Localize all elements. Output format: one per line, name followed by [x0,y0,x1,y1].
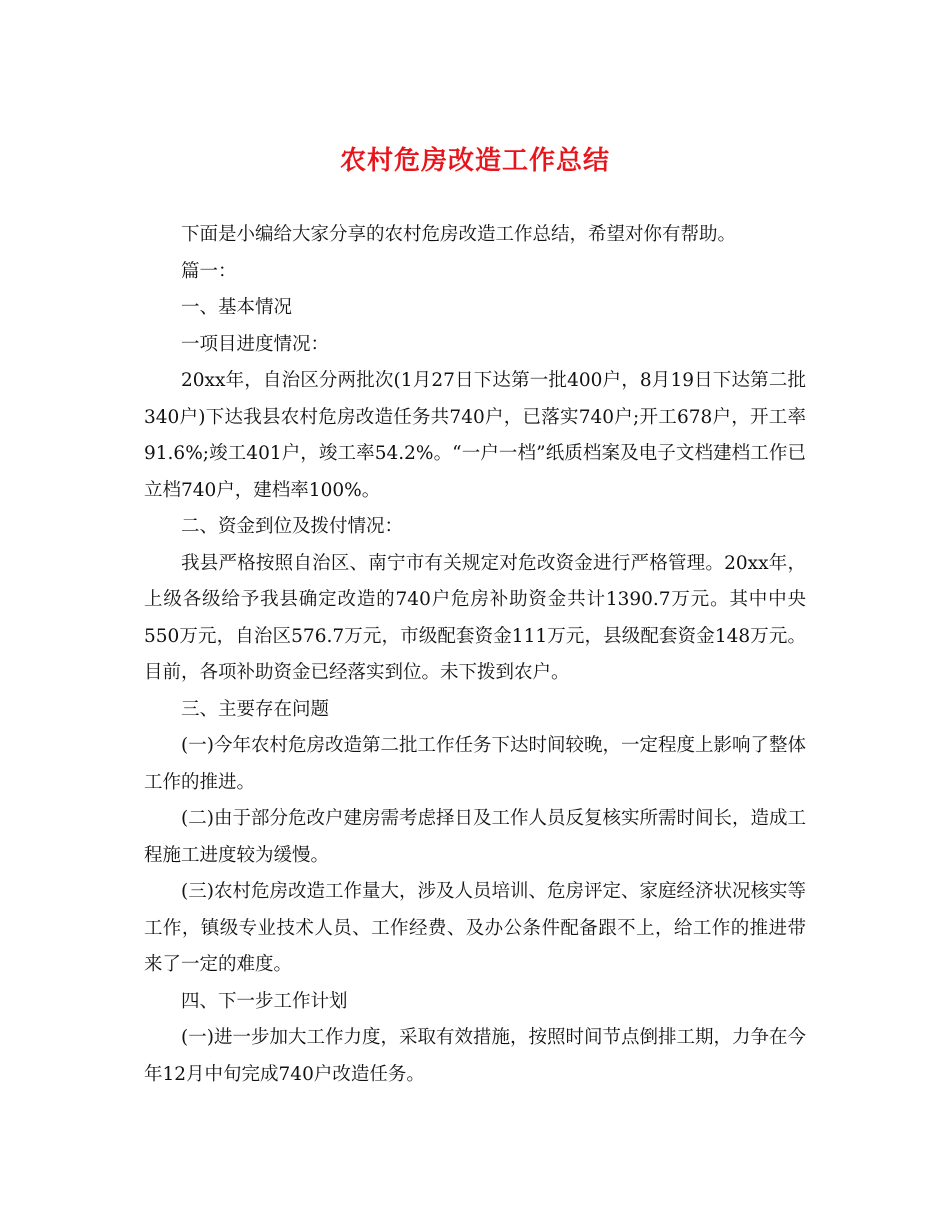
section-heading-funds: 二、资金到位及拨付情况： [181,516,404,537]
section-heading-plan: 四、下一步工作计划 [181,990,348,1012]
problem-item-2: (二)由于部分危改户建房需考虑择日及工作人员反复核实所需时间长，造成工程施工进度较为缓慢。 [144,808,806,866]
document-body [144,217,806,1093]
plan-item-1: (一)进一步加大工作力度，采取有效措施，按照时间节点倒排工期，力争在今年12月中旬完成740户改造任务。 [144,1027,806,1085]
problem-item-1: (一)今年农村危房改造第二批工作任务下达时间较晚，一定程度上影响了整体工作的推进。 [144,735,806,793]
intro-paragraph: 下面是小编给大家分享的农村危房改造工作总结，希望对你有帮助。 [181,224,737,245]
problem-item-3: (三)农村危房改造工作量大，涉及人员培训、危房评定、家庭经济状况核实等工作，镇级专业技术人员、工作经费、及办公条件配备跟不上，给工作的推进带来了一定的难度。 [144,881,806,975]
part-heading: 篇一： [181,260,237,282]
progress-paragraph: 20xx年，自治区分两批次(1月27日下达第一批400户，8月19日下达第二批340户)下达我县农村危房改造任务共740户，已落实740户;开工678户，开工率91.6%;竣工401户，竣工率54.2%。“一户一档”纸质档案及电子文档建档工作已立档740户，建档率100%。 [144,370,806,501]
document-title: 农村危房改造工作总结 [339,146,610,176]
funds-paragraph: 我县严格按照自治区、南宁市有关规定对危改资金进行严格管理。20xx年，上级各级给予我县确定改造的740户危房补助资金共计1390.7万元。其中中央550万元，自治区576.7万元，市级配套资金111万元，县级配套资金148万元。目前，各项补助资金已经落实到位。未下拨到农户。 [144,552,806,683]
section-heading-problems: 三、主要存在问题 [181,698,330,720]
section-heading-basic: 一、基本情况 [181,297,293,318]
subsection-heading-progress: 一项目进度情况： [181,333,330,355]
